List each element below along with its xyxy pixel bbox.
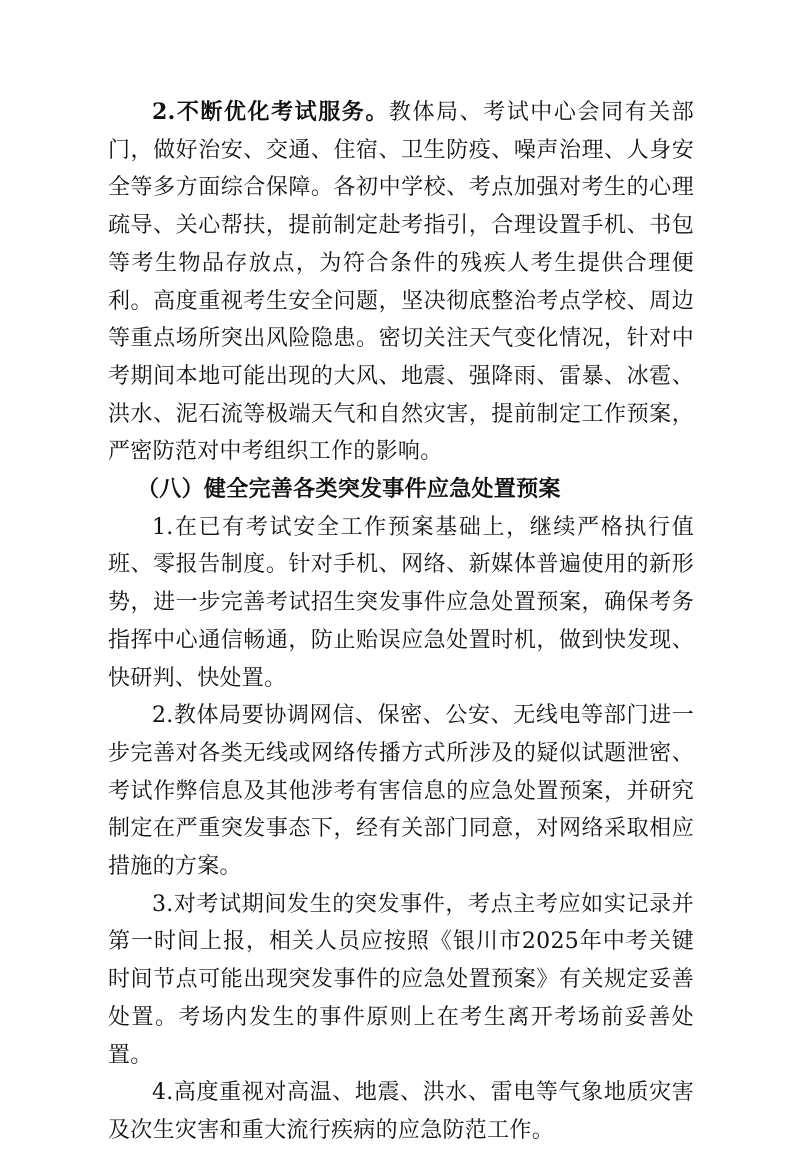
paragraph-item-4: 4.高度重视对高温、地震、洪水、雷电等气象地质灾害及次生灾害和重大流行疾病的应急防范工作。 <box>108 1080 694 1143</box>
paragraph-lead-title: 2.不断优化考试服务。 <box>152 99 389 125</box>
paragraph-exam-service <box>108 94 694 471</box>
paragraph-item-3: 3.对考试期间发生的突发事件，考点主考应如实记录并第一时间上报，相关人员应按照《银川市2025年中考关键时间节点可能出现突发事件的应急处置预案》有关规定妥善处置。考场内发生的事件原则上在考生离开考场前妥善处置。 <box>108 891 694 1068</box>
paragraph-body: 教体局、考试中心会同有关部门，做好治安、交通、住宿、卫生防疫、噪声治理、人身安全等多方面综合保障。各初中学校、考点加强对考生的心理疏导、关心帮扶，提前制定赴考指引，合理设置手机、书包等考生物品存放点，为符合条件的残疾人考生提供合理便利。高度重视考生安全问题，坚决彻底整治考点学校、周边等重点场所突出风险隐患。密切关注天气变化情况，针对中考期间本地可能出现的大风、地震、强降雨、雷暴、冰雹、洪水、泥石流等极端天气和自然灾害，提前制定工作预案，严密防范对中考组织工作的影响。 <box>108 100 694 465</box>
document-page <box>108 94 694 1150</box>
section-heading: （八）健全完善各类突发事件应急处置预案 <box>137 476 561 503</box>
paragraph-item-2: 2.教体局要协调网信、保密、公安、无线电等部门进一步完善对各类无线或网络传播方式所涉及的疑似试题泄密、考试作弊信息及其他涉考有害信息的应急处置预案，并研究制定在严重突发事态下，经有关部门同意，对网络采取相应措施的方案。 <box>108 703 694 880</box>
paragraph-item-1: 1.在已有考试安全工作预案基础上，继续严格执行值班、零报告制度。针对手机、网络、新媒体普遍使用的新形势，进一步完善考试招生突发事件应急处置预案，确保考务指挥中心通信畅通，防止贻误应急处置时机，做到快发现、快研判、快处置。 <box>108 514 694 691</box>
